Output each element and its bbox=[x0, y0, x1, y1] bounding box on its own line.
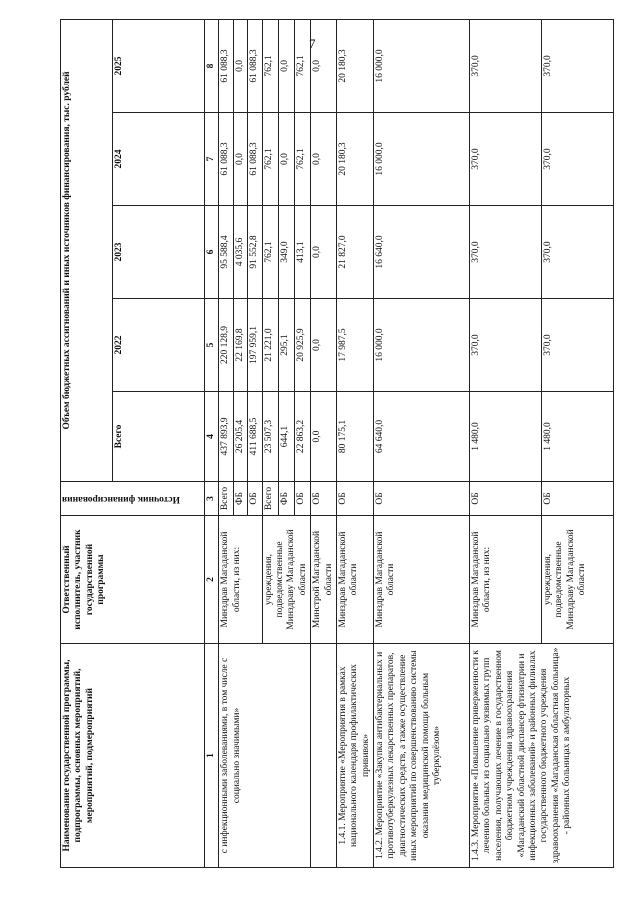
header-col-executor: Ответственный исполнитель, участник государственной программы bbox=[61, 516, 205, 644]
value-2022: 17 987,5 bbox=[336, 299, 373, 392]
header-col-source bbox=[61, 482, 205, 516]
source-cell: ОБ bbox=[248, 482, 262, 516]
value-2024: 0,0 bbox=[278, 113, 294, 206]
value-total: 23 507,3 bbox=[262, 392, 278, 482]
value-2025: 762,1 bbox=[294, 19, 310, 112]
source-cell: ОБ bbox=[542, 482, 614, 516]
value-2023: 370,0 bbox=[542, 206, 614, 299]
value-2023: 91 552,8 bbox=[248, 206, 262, 299]
value-2022: 0,0 bbox=[311, 299, 337, 392]
value-2023: 0,0 bbox=[311, 206, 337, 299]
value-2024: 370,0 bbox=[542, 113, 614, 206]
value-2023: 16 640,0 bbox=[374, 206, 470, 299]
value-2025: 20 180,3 bbox=[336, 19, 373, 112]
executor-cell: Минздрав Магаданской области, из них: bbox=[470, 516, 542, 644]
program-name-cell: 1.4.1. Мероприятие «Мероприятия в рамках национального календаря профилактических прививок» bbox=[336, 644, 373, 868]
value-total: 80 175,1 bbox=[336, 392, 373, 482]
value-2022: 20 925,9 bbox=[294, 299, 310, 392]
col-number: 4 bbox=[205, 392, 219, 482]
value-total: 644,1 bbox=[278, 392, 294, 482]
source-cell: Всего bbox=[219, 482, 233, 516]
value-2023: 95 588,4 bbox=[219, 206, 233, 299]
source-cell: ОБ bbox=[374, 482, 470, 516]
value-2024: 20 180,3 bbox=[336, 113, 373, 206]
value-2022: 21 221,0 bbox=[262, 299, 278, 392]
program-name-cell: 1.4.3. Мероприятие «Повышение приверженности к лечению больных из социально уязвимых групп населения, получающих лечение в государственном бюджетном учреждении здравоохранения «Магаданский областной диспансер фтизиатрии и инфекционных заболеваний» и районных филиалах государственного бюджетного учреждения здравоохранения «Магаданская областная больница» - районных больницах в амбулаторных bbox=[470, 644, 614, 868]
value-2025: 0,0 bbox=[278, 19, 294, 112]
value-2022: 197 959,1 bbox=[248, 299, 262, 392]
value-total: 437 893,9 bbox=[219, 392, 233, 482]
executor-cell: Минздрав Магаданской области bbox=[336, 516, 373, 644]
executor-cell: учреждения, подведомственные Минздраву Магаданской области bbox=[262, 516, 311, 644]
source-cell: ФБ bbox=[278, 482, 294, 516]
value-2023: 762,1 bbox=[262, 206, 278, 299]
value-2024: 762,1 bbox=[262, 113, 278, 206]
header-2023: 2023 bbox=[113, 206, 205, 299]
value-2025: 762,1 bbox=[262, 19, 278, 112]
value-2022: 295,1 bbox=[278, 299, 294, 392]
page-number: 7 bbox=[309, 36, 316, 51]
value-2025: 0,0 bbox=[311, 19, 337, 112]
header-col-name: Наименование государственной программы, подпрограммы, основных мероприятий, мероприятий, подмероприятий bbox=[61, 644, 205, 868]
source-cell: ОБ bbox=[470, 482, 542, 516]
value-2025: 370,0 bbox=[542, 19, 614, 112]
program-name-cell: 1.4.2. Мероприятие «Закупка антибактериальных и противотуберкулезных лекарственных препаратов, диагностических средств, а также осуществление иных мероприятий по совершенствованию системы оказания медицинской помощи больным туберкулёзом» bbox=[374, 644, 470, 868]
program-name-cell: с инфекционными заболеваниями, в том числе с социально значимыми» bbox=[219, 644, 311, 868]
col-number: 8 bbox=[205, 19, 219, 112]
executor-cell: Минздрав Магаданской области, из них: bbox=[219, 516, 262, 644]
value-2025: 16 000,0 bbox=[374, 19, 470, 112]
value-2025: 370,0 bbox=[470, 19, 542, 112]
value-2023: 4 035,6 bbox=[233, 206, 247, 299]
value-2022: 370,0 bbox=[542, 299, 614, 392]
header-source-text: Источник финансирования bbox=[62, 493, 181, 504]
value-total: 1 480,0 bbox=[542, 392, 614, 482]
value-2025: 0,0 bbox=[233, 19, 247, 112]
header-2024: 2024 bbox=[113, 113, 205, 206]
value-2022: 370,0 bbox=[470, 299, 542, 392]
value-2024: 0,0 bbox=[311, 113, 337, 206]
value-2024: 16 000,0 bbox=[374, 113, 470, 206]
value-total: 411 688,5 bbox=[248, 392, 262, 482]
value-2024: 762,1 bbox=[294, 113, 310, 206]
value-2022: 16 000,0 bbox=[374, 299, 470, 392]
value-2022: 22 169,8 bbox=[233, 299, 247, 392]
value-2023: 370,0 bbox=[470, 206, 542, 299]
value-2023: 349,0 bbox=[278, 206, 294, 299]
header-total: Всего bbox=[113, 392, 205, 482]
value-2024: 370,0 bbox=[470, 113, 542, 206]
value-total: 1 480,0 bbox=[470, 392, 542, 482]
rotated-table-page bbox=[60, 20, 640, 868]
header-2025: 2025 bbox=[113, 19, 205, 112]
executor-cell: учреждения, подведомственные Минздраву Магаданской области bbox=[542, 516, 614, 644]
value-total: 0,0 bbox=[311, 392, 337, 482]
source-cell: ОБ bbox=[336, 482, 373, 516]
value-2024: 61 088,3 bbox=[219, 113, 233, 206]
col-number: 7 bbox=[205, 113, 219, 206]
source-cell: ОБ bbox=[311, 482, 337, 516]
executor-cell: Минстрой Магаданской области bbox=[311, 516, 337, 644]
value-2024: 0,0 bbox=[233, 113, 247, 206]
col-number: 6 bbox=[205, 206, 219, 299]
value-2023: 413,1 bbox=[294, 206, 310, 299]
financing-table bbox=[60, 19, 614, 868]
col-number: 1 bbox=[205, 644, 219, 868]
executor-cell: Минздрав Магаданской области bbox=[374, 516, 470, 644]
program-name-cell bbox=[311, 644, 337, 868]
col-number: 3 bbox=[205, 482, 219, 516]
value-total: 64 640,0 bbox=[374, 392, 470, 482]
value-total: 26 205,4 bbox=[233, 392, 247, 482]
value-total: 22 863,2 bbox=[294, 392, 310, 482]
value-2025: 61 088,3 bbox=[248, 19, 262, 112]
col-number: 5 bbox=[205, 299, 219, 392]
source-cell: ФБ bbox=[233, 482, 247, 516]
source-cell: ОБ bbox=[294, 482, 310, 516]
value-2024: 61 088,3 bbox=[248, 113, 262, 206]
value-2023: 21 827,0 bbox=[336, 206, 373, 299]
col-number: 2 bbox=[205, 516, 219, 644]
value-2022: 220 128,9 bbox=[219, 299, 233, 392]
header-financing-group: Объем бюджетных ассигнований и иных источников финансирования, тыс. рублей bbox=[61, 19, 113, 481]
header-2022: 2022 bbox=[113, 299, 205, 392]
value-2025: 61 088,3 bbox=[219, 19, 233, 112]
source-cell: Всего bbox=[262, 482, 278, 516]
